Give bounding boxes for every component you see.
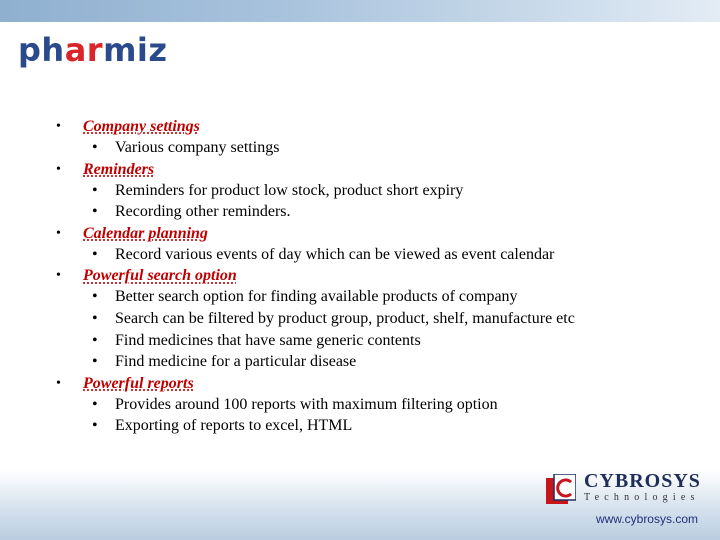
sub-item — [92, 415, 700, 437]
bullet-icon: • — [92, 309, 98, 327]
list-item — [0, 116, 700, 159]
company-name: CYBROSYS — [584, 470, 701, 492]
sub-item-text: Provides around 100 reports with maximum filtering option — [115, 395, 498, 413]
item-heading: Calendar planning — [83, 224, 208, 242]
bullet-icon: • — [92, 417, 98, 435]
header-band — [0, 0, 720, 22]
sub-item-text: Find medicines that have same generic contents — [115, 331, 421, 349]
sub-item-text: Recording other reminders. — [115, 203, 291, 221]
list-item — [0, 159, 700, 223]
sub-item-text: Search can be filtered by product group, product, shelf, manufacture etc — [115, 309, 575, 327]
sub-item-text: Better search option for finding available products of company — [115, 288, 518, 306]
bullet-icon: • — [92, 395, 98, 413]
bullet-icon: • — [92, 203, 98, 221]
sub-item — [92, 330, 700, 352]
sub-item — [92, 201, 700, 223]
sub-item — [92, 180, 700, 202]
logo-text-start: ph — [18, 31, 65, 69]
bullet-icon: • — [56, 225, 61, 241]
sub-item-text: Record various events of day which can be viewed as event calendar — [115, 245, 555, 263]
bullet-icon: • — [92, 288, 98, 306]
bullet-icon: • — [56, 268, 61, 284]
bullet-icon: • — [56, 161, 61, 177]
bullet-icon: • — [56, 119, 61, 134]
sub-item-text: Find medicine for a particular disease — [115, 353, 357, 371]
company-tagline: Technologies — [584, 492, 700, 503]
item-heading: Powerful search option — [83, 267, 237, 285]
sub-item-text: Reminders for product low stock, product short expiry — [115, 181, 464, 199]
website-url[interactable]: www.cybrosys.com — [595, 512, 698, 526]
sub-item-text: Exporting of reports to excel, HTML — [115, 417, 353, 435]
feature-list — [0, 116, 700, 437]
cybrosys-logo — [546, 470, 706, 510]
bullet-icon: • — [92, 331, 98, 349]
logo-text-accent: ar — [64, 31, 104, 69]
sub-item — [92, 308, 700, 330]
sub-item — [92, 351, 700, 373]
sub-item-text: Various company settings — [115, 139, 280, 156]
cybrosys-mark-icon — [546, 474, 576, 504]
item-heading: Powerful reports — [83, 374, 194, 392]
sub-item — [92, 244, 700, 266]
pharmiz-logo — [18, 28, 168, 72]
item-heading: Reminders — [83, 160, 155, 178]
bullet-icon: • — [56, 375, 61, 391]
list-item — [0, 223, 700, 266]
bullet-icon: • — [92, 139, 98, 156]
bullet-icon: • — [92, 181, 98, 199]
bullet-icon: • — [92, 245, 98, 263]
sub-item — [92, 394, 700, 416]
item-heading: Company settings — [83, 118, 200, 135]
bullet-icon: • — [92, 353, 98, 371]
sub-item — [92, 137, 700, 159]
list-item — [0, 373, 700, 437]
logo-text-end: miz — [103, 31, 168, 69]
list-item — [0, 265, 700, 372]
sub-item — [92, 286, 700, 308]
